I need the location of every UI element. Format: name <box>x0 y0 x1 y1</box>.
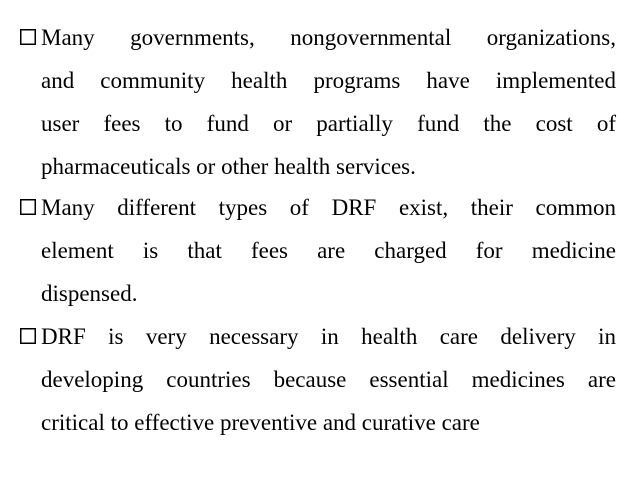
bullet-item-user-fees <box>20 26 616 198</box>
checkbox-icon <box>20 29 36 45</box>
checkbox-icon <box>20 328 36 344</box>
bullet-line: and community health programs have implemented <box>41 68 616 93</box>
checkbox-icon <box>20 199 36 215</box>
bullet-item-drf-types <box>20 196 616 325</box>
bullet-line: critical to effective preventive and curative care <box>41 410 480 435</box>
bullet-line: user fees to fund or partially fund the cost of <box>41 111 616 136</box>
bullet-line: Many governments, nongovernmental organizations, <box>41 25 616 50</box>
bullet-item-drf-necessity <box>20 325 616 454</box>
bullet-line: DRF is very necessary in health care delivery in <box>41 324 616 349</box>
bullet-line: Many different types of DRF exist, their common <box>41 195 616 220</box>
bullet-line: pharmaceuticals or other health services. <box>41 154 416 179</box>
bullet-line: dispensed. <box>41 281 138 306</box>
bullet-line: developing countries because essential medicines are <box>41 367 616 392</box>
bullet-line: element is that fees are charged for medicine <box>41 238 616 263</box>
